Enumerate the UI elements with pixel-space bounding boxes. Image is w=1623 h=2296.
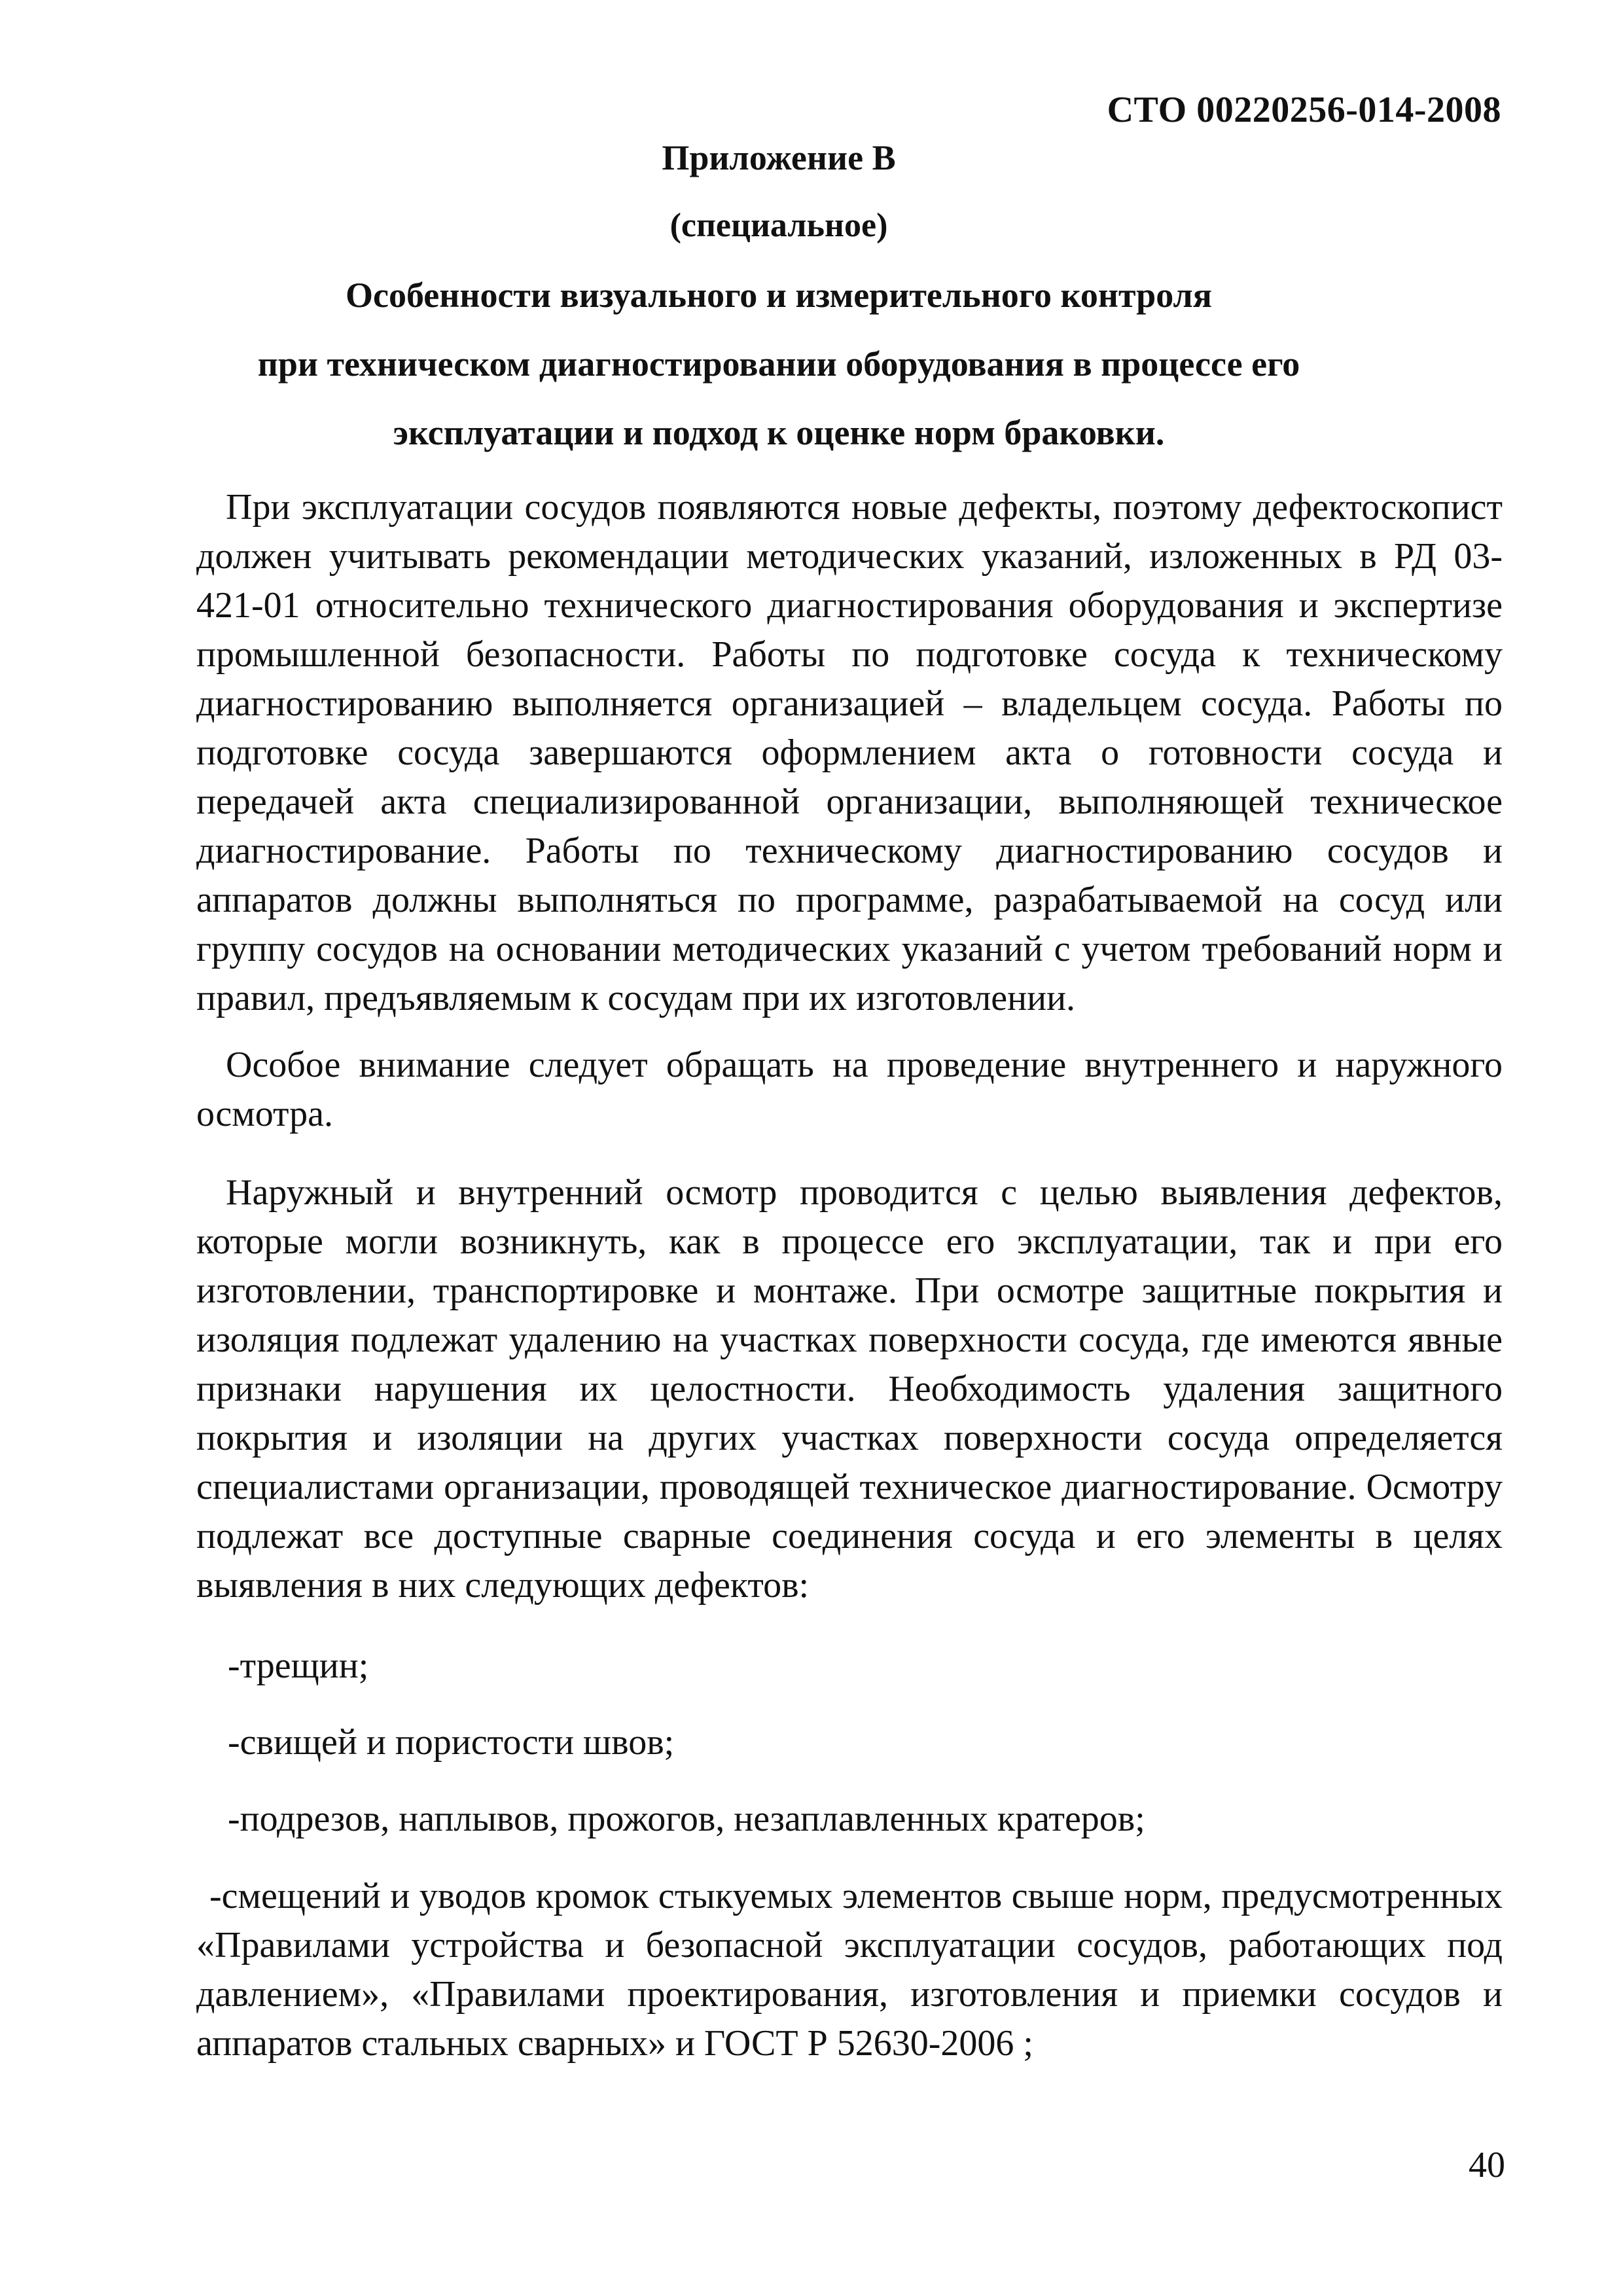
section-title-line-3: эксплуатации и подход к оценке норм браковки. <box>393 413 1165 452</box>
defect-list-item-cracks: -трещин; <box>228 1645 369 1686</box>
defect-list-item-displacements-container <box>196 1872 1503 2068</box>
section-title-line-2: при техническом диагностировании оборудования в процессе его <box>257 344 1300 384</box>
paragraph-1-container <box>196 483 1503 1023</box>
paragraph-3: Наружный и внутренний осмотр проводится с целью выявления дефектов, которые могли возникнуть, как в процессе его эксплуатации, так и при его изготовлении, транспортировке и монтаже. При осмотре защитные покрытия и изоляция подлежат удалению на участках поверхности сосуда, где имеются явные признаки нарушения их целостности. Необходимость удаления защитного покрытия и изоляции на других участках поверхности сосуда определяется специалистами организации, проводящей техническое диагностирование. Осмотру подлежат все доступные сварные соединения сосуда и его элементы в целях выявления в них следующих дефектов: <box>196 1172 1503 1605</box>
document-code: СТО 00220256-014-2008 <box>1107 90 1501 130</box>
defect-list-item-undercuts: -подрезов, наплывов, прожогов, незаплавленных кратеров; <box>228 1799 1145 1839</box>
paragraph-2-container <box>196 1041 1503 1139</box>
section-title-line-1: Особенности визуального и измерительного контроля <box>345 276 1213 315</box>
defect-list-item-displacements: -смещений и уводов кромок стыкуемых элементов свыше норм, предусмотренных «Правилами устройства и безопасной эксплуатации сосудов, работающих под давлением», «Правилами проектирования, изготовления и приемки сосудов и аппаратов стальных сварных» и ГОСТ Р 52630-2006 ; <box>196 1876 1503 2064</box>
paragraph-1: При эксплуатации сосудов появляются новые дефекты, поэтому дефектоскопист должен учитывать рекомендации методических указаний, изложенных в РД 03-421-01 относительно технического диагностирования оборудования и экспертизе промышленной безопасности. Работы по подготовке сосуда к техническому диагностированию выполняется организацией – владельцем сосуда. Работы по подготовке сосуда завершаются оформлением акта о готовности сосуда и передачей акта специализированной организации, выполняющей техническое диагностирование. Работы по техническому диагностированию сосудов и аппаратов должны выполняться по программе, разрабатываемой на сосуд или группу сосудов на основании методических указаний с учетом требований норм и правил, предъявляемым к сосудам при их изготовлении. <box>196 487 1503 1018</box>
paragraph-2: Особое внимание следует обращать на проведение внутреннего и наружного осмотра. <box>196 1045 1503 1134</box>
defect-list-item-fistulas: -свищей и пористости швов; <box>228 1722 675 1763</box>
annex-heading: Приложение В <box>662 138 896 177</box>
page-number: 40 <box>1469 2145 1505 2185</box>
paragraph-3-container <box>196 1168 1503 1610</box>
annex-type: (специальное) <box>669 207 888 244</box>
